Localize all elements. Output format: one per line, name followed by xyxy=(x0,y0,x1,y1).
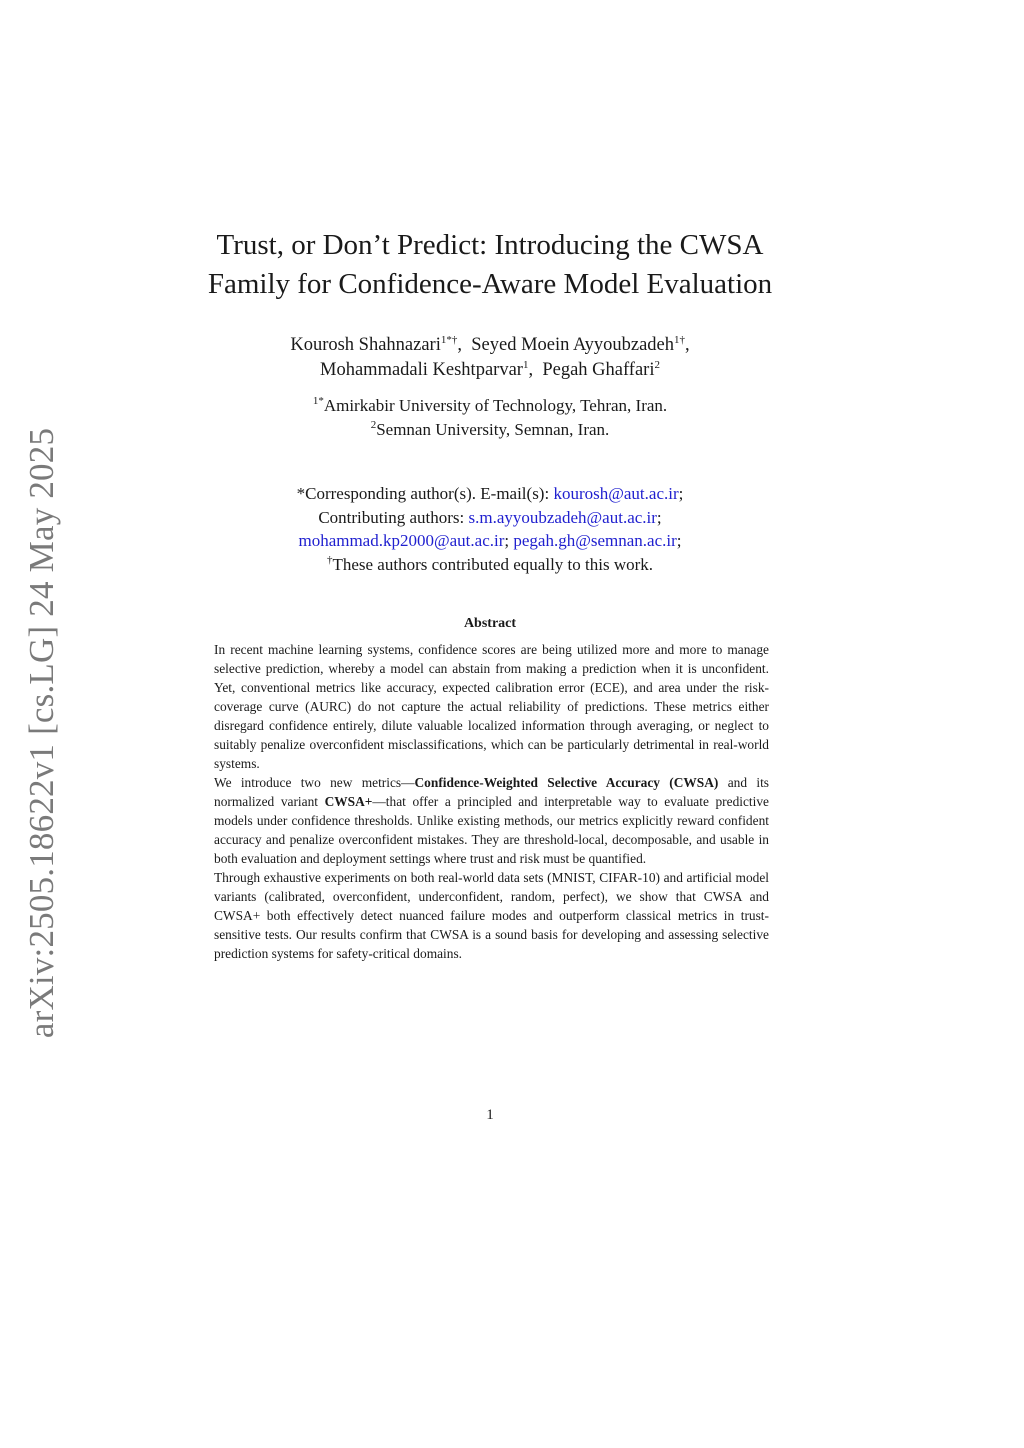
affiliation-list xyxy=(160,394,820,442)
affiliation-text: Amirkabir University of Technology, Tehran, Iran. xyxy=(323,396,668,415)
contributing-email-link[interactable]: pegah.gh@semnan.ac.ir xyxy=(513,531,677,550)
abstract-text: and its normalized variant xyxy=(214,775,769,809)
correspondence-block xyxy=(160,482,820,576)
separator: ; xyxy=(678,484,684,503)
author-marks: 2 xyxy=(654,359,660,371)
paper-title xyxy=(160,226,820,304)
equal-contribution-text: These authors contributed equally to this work. xyxy=(332,554,654,574)
abstract-paragraph-2 xyxy=(214,773,769,868)
author-name: Kourosh Shahnazari xyxy=(290,335,441,355)
corresponding-label: *Corresponding author(s). E-mail(s): xyxy=(296,484,550,503)
abstract-paragraph-1: In recent machine learning systems, confidence scores are being utilized more and more to manage selective prediction, whereby a model can abstain from making a prediction when it is unconfident. Yet, conventional metrics like accuracy, expected calibration error (ECE), and area under the risk-coverage curve (AURC) do not capture the actual reliability of predictions. These metrics either disregard confidence entirely, dilute valuable localized information through averaging, or neglect to suitably penalize overconfident misclassifications, which can be particularly detrimental in real-world systems. xyxy=(214,642,769,771)
abstract-body xyxy=(214,640,769,963)
affiliation-1 xyxy=(160,394,820,418)
corresponding-author-line xyxy=(160,482,820,506)
author-line-2 xyxy=(160,358,820,383)
author-name: Seyed Moein Ayyoubzadeh xyxy=(471,335,675,355)
contributing-email-link[interactable]: s.m.ayyoubzadeh@aut.ac.ir xyxy=(468,507,657,527)
page-number: 1 xyxy=(486,1107,494,1123)
abstract-text: —that offer a principled and interpretable way to evaluate predictive models under confidence thresholds. Unlike existing methods, our metrics explicitly reward confident accuracy and penalize overconfident mistakes. They are threshold-local, decomposable, and usable in both evaluation and deployment settings where trust and risk must be quantified. xyxy=(214,794,770,866)
author-marks: 1*† xyxy=(440,334,458,346)
affiliation-mark: 1* xyxy=(312,395,324,407)
equal-contribution-mark: † xyxy=(326,553,333,566)
contributing-email-link[interactable]: mohammad.kp2000@aut.ac.ir xyxy=(298,531,505,550)
abstract-emphasis: Confidence-Weighted Selective Accuracy (CWSA) xyxy=(414,775,719,790)
author-line-1 xyxy=(160,333,820,358)
title-line-1: Trust, or Don’t Predict: Introducing the CWSA xyxy=(216,229,764,261)
affiliation-mark: 2 xyxy=(370,419,377,431)
affiliation-text: Semnan University, Semnan, Iran. xyxy=(376,420,610,439)
author-marks: 1† xyxy=(674,334,686,346)
separator: ; xyxy=(504,531,510,550)
author-name: Mohammadali Keshtparvar xyxy=(320,360,523,380)
separator: ; xyxy=(676,531,682,550)
equal-contribution-note xyxy=(160,553,820,577)
abstract-heading: Abstract xyxy=(463,616,517,631)
author-marks: 1 xyxy=(522,359,529,371)
author-separator: , xyxy=(457,335,462,355)
contributing-label: Contributing authors: xyxy=(318,507,465,527)
author-name: Pegah Ghaffari xyxy=(542,360,655,380)
title-line-2: Family for Confidence-Aware Model Evaluation xyxy=(207,268,773,300)
abstract-paragraph-3: Through exhaustive experiments on both real-world data sets (MNIST, CIFAR-10) and artificial model variants (calibrated, overconfident, underconfident, random, perfect), we show that CWSA and CWSA+ both effectively detect nuanced failure modes and outperform classical metrics in trust-sensitive tests. Our results confirm that CWSA is a sound basis for developing and assessing selective prediction systems for safety-critical domains. xyxy=(214,870,769,961)
corresponding-email-link[interactable]: kourosh@aut.ac.ir xyxy=(553,484,679,503)
arxiv-identifier: arXiv:2505.18622v1 [cs.LG] 24 May 2025 xyxy=(22,427,61,1039)
author-list xyxy=(160,333,820,383)
contributing-emails-line xyxy=(160,529,820,553)
author-separator: , xyxy=(685,335,690,355)
contributing-authors-line xyxy=(160,506,820,530)
separator: ; xyxy=(656,507,662,527)
abstract-emphasis: CWSA+ xyxy=(324,794,373,809)
author-separator: , xyxy=(528,360,534,380)
affiliation-2 xyxy=(160,418,820,442)
abstract-text: We introduce two new metrics— xyxy=(214,775,415,790)
